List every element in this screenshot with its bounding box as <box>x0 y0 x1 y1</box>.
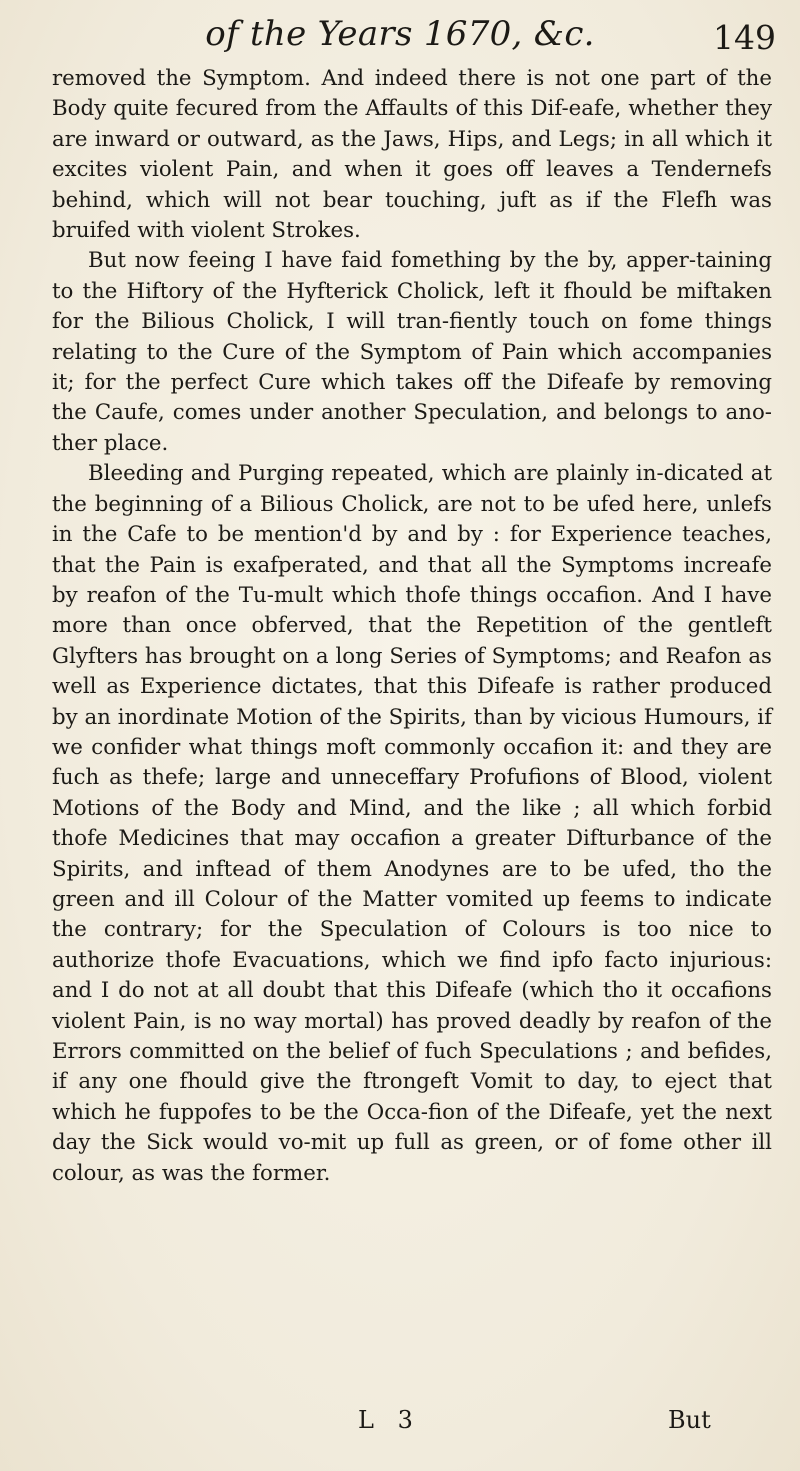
catchword: But <box>668 1406 711 1434</box>
body-text <box>52 64 772 1189</box>
paragraph-1: removed the Symptom. And indeed there is not one part of the Body quite fecured from the Affaults of this Dif-eafe, whether they are inward or outward, as the Jaws, Hips, and Legs; in all which it excites violent Pain, and when it goes off leaves a Tendernefs behind, which will not bear touching, juft as if the Flefh was bruifed with violent Strokes. <box>52 66 772 244</box>
page-footer <box>0 1404 800 1444</box>
page-number: 149 <box>713 18 776 57</box>
signature-mark: L 3 <box>358 1406 421 1434</box>
paragraph-2: But now feeing I have faid fomething by the by, apper-taining to the Hiftory of the Hyfterick Cholick, left it fhould be miftaken for the Bilious Cholick, I will tran-fiently touch on fome things relating to the Cure of the Symptom of Pain which accompanies it; for the perfect Cure which takes off the Difeafe by removing the Caufe, comes under another Speculation, and belongs to ano-ther place. <box>52 248 772 456</box>
page-header <box>0 10 800 58</box>
running-title: of the Years 1670, &c. <box>205 14 595 54</box>
paragraph-3: Bleeding and Purging repeated, which are plainly in-dicated at the beginning of a Bilious Cholick, are not to be ufed here, unlefs in the Cafe to be mention'd by and by : for Experience teaches, that the Pain is exafperated, and that all the Symptoms increafe by reafon of the Tu-mult which thofe things occafion. And I have more than once obferved, that the Repetition of the gentleft Glyfters has brought on a long Series of Symptoms; and Reafon as well as Experience dictates, that this Difeafe is rather produced by an inordinate Motion of the Spirits, than by vicious Humours, if we confider what things moft commonly occafion it: and they are fuch as thefe; large and unneceffary Profufions of Blood, violent Motions of the Body and Mind, and the like ; all which forbid thofe Medicines that may occafion a greater Difturbance of the Spirits, and inftead of them Anodynes are to be ufed, tho the green and ill Colour of the Matter vomited up feems to indicate the contrary; for the Speculation of Colours is too nice to authorize thofe Evacuations, which we find ipfo facto injurious: and I do not at all doubt that this Difeafe (which tho it occafions violent Pain, is no way mortal) has proved deadly by reafon of the Errors committed on the belief of fuch Speculations ; and befides, if any one fhould give the ftrongeft Vomit to day, to eject that which he fuppofes to be the Occa-fion of the Difeafe, yet the next day the Sick would vo-mit up full as green, or of fome other ill colour, as was the former. <box>52 461 772 1186</box>
